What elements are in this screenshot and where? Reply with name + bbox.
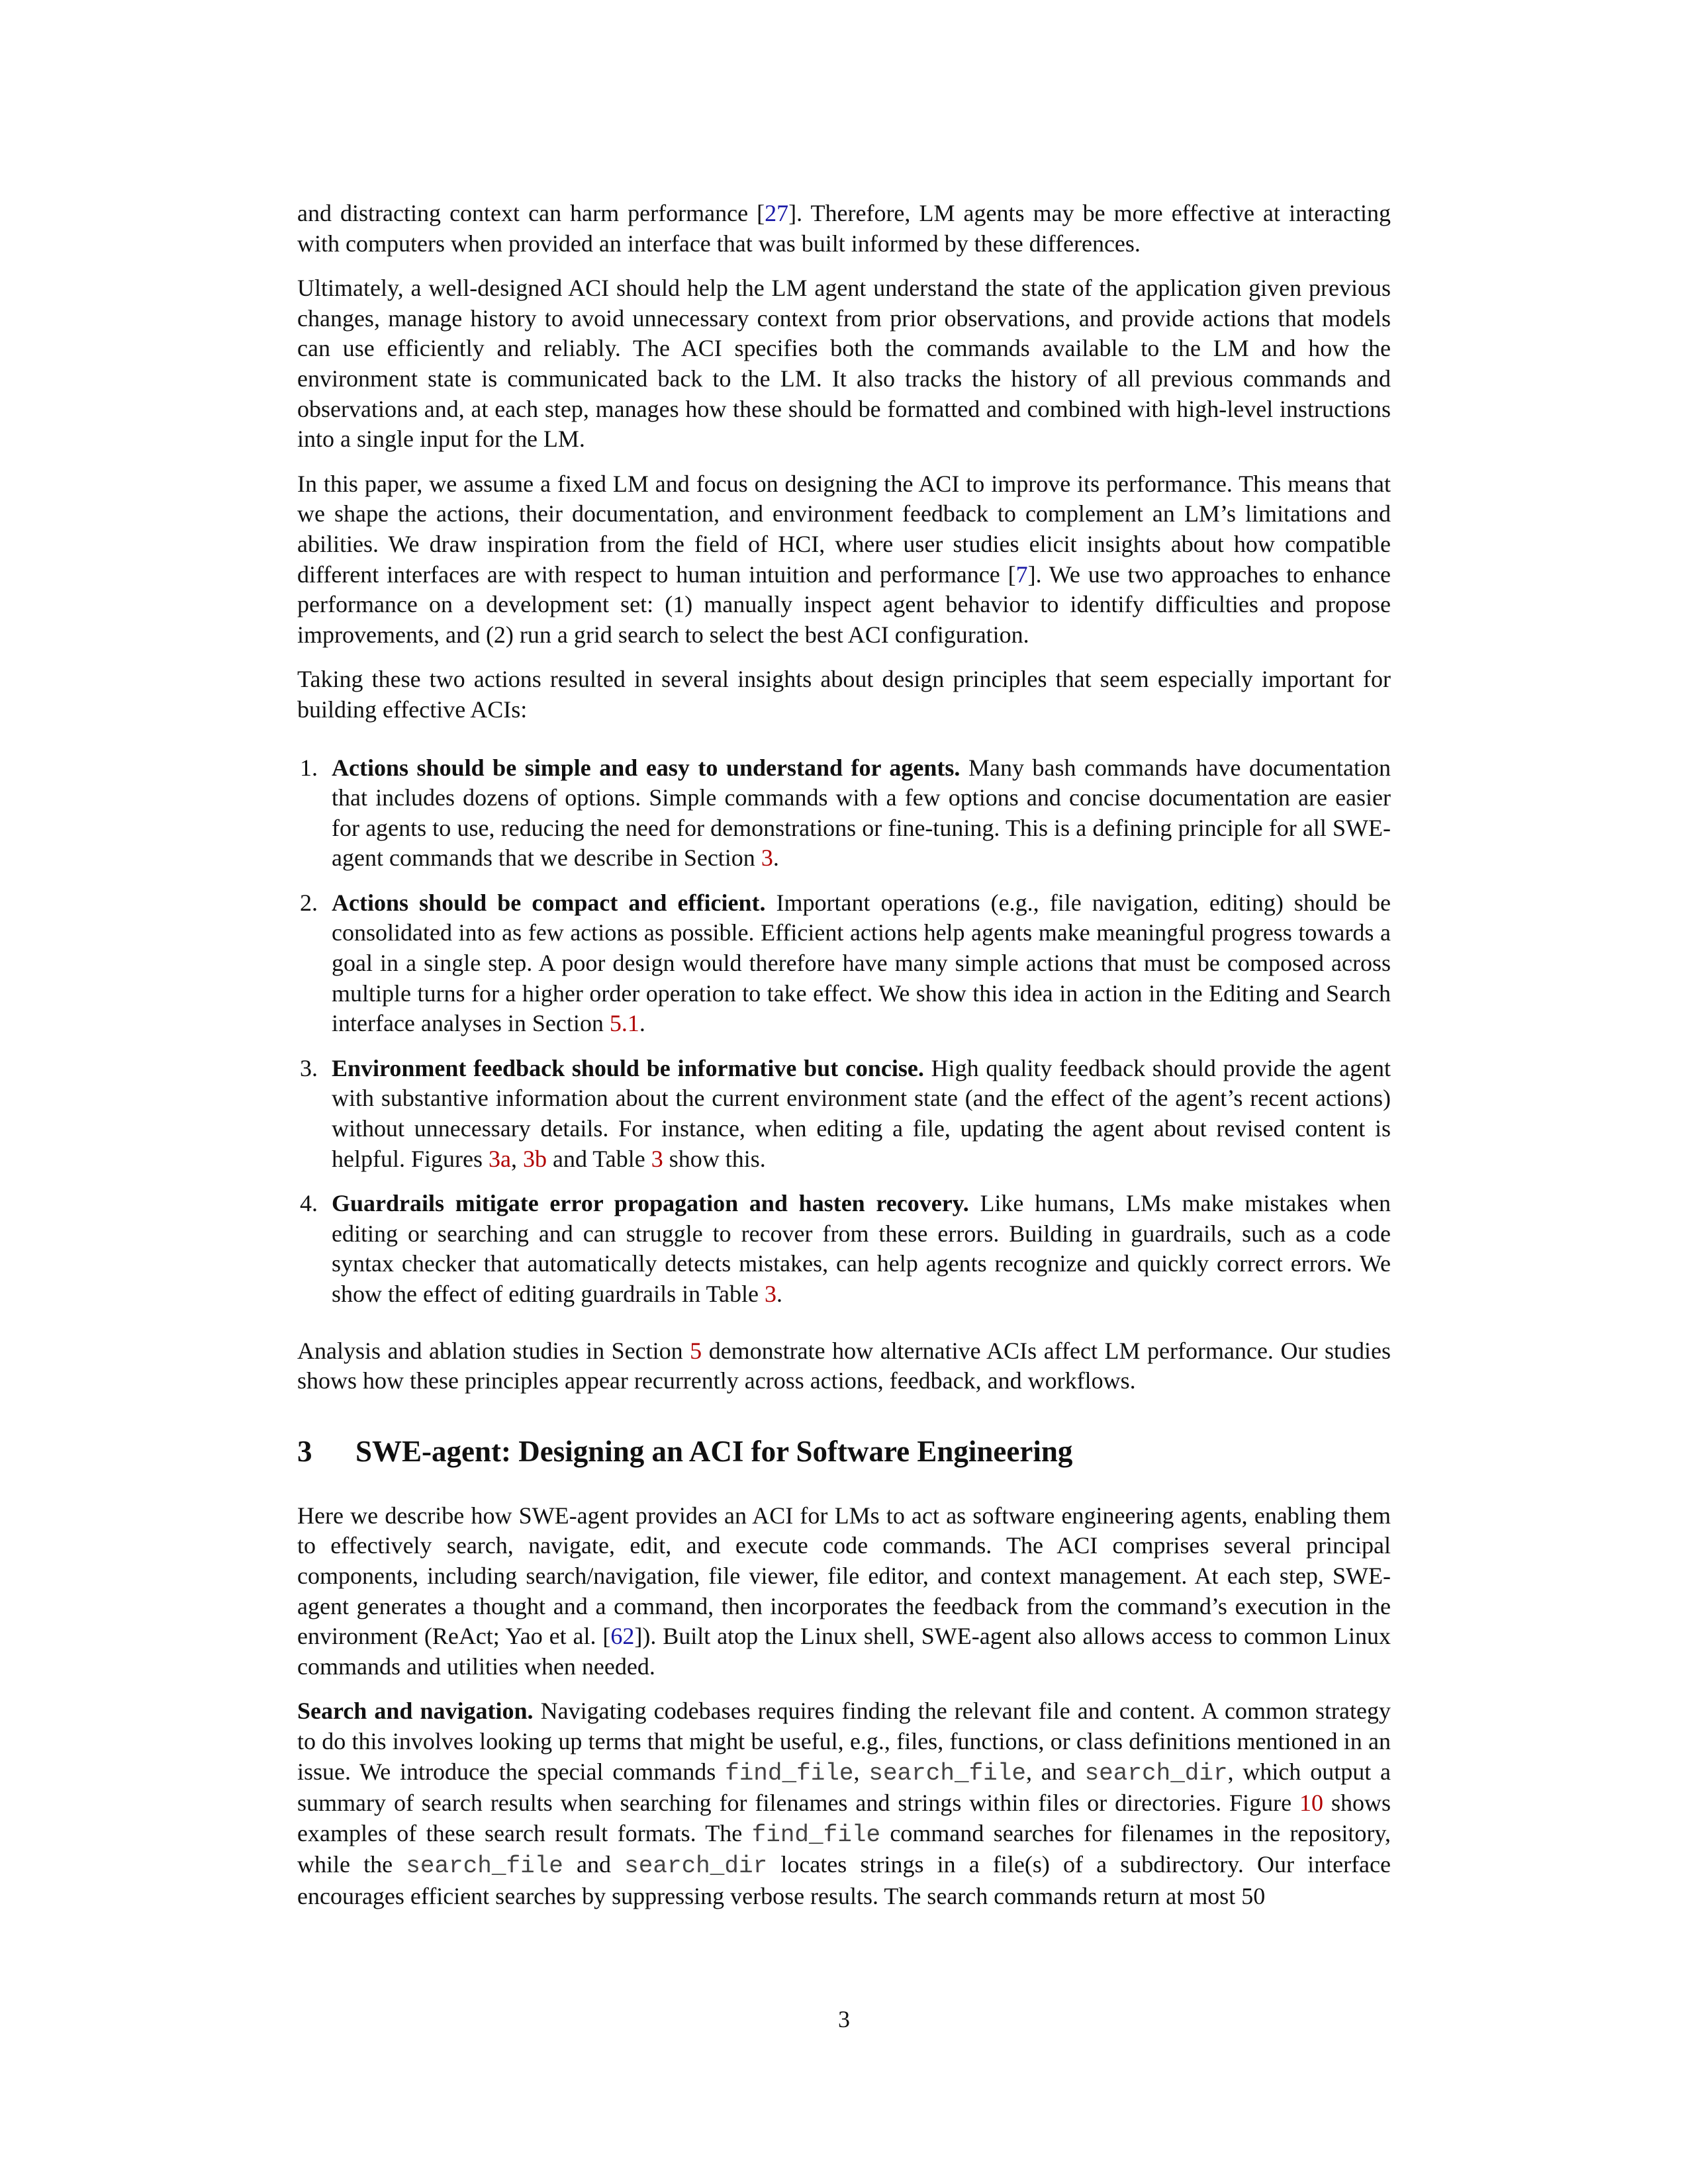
paper-page bbox=[297, 199, 1391, 1927]
paragraph-aci-design: Ultimately, a well-designed ACI should help the LM agent understand the state of the application given previous changes, manage history to avoid unnecessary context from prior observations, and provide actions that models can use efficiently and reliably. The ACI specifies both the commands available to the LM and how the environment state is communicated back to the LM. It also tracks the history of all previous commands and observations and, at each step, manages how these should be formatted and combined with high-level instructions into a single input for the LM. bbox=[297, 275, 1391, 453]
table-ref-link[interactable]: 3 bbox=[764, 1281, 776, 1307]
section-heading bbox=[297, 1433, 1391, 1469]
command-name: find_file bbox=[725, 1759, 854, 1787]
text: In this paper, we assume a fixed LM and focus on designing the ACI to improve its performance. This means that we shape the actions, their documentation, and environment feedback to complement an LM’s limitations and abilities. We draw inspiration from the field of HCI, where user studies elicit insights about how compatible different interfaces are with respect to human intuition and performance [ bbox=[297, 470, 1391, 588]
section-ref-link[interactable]: 5.1 bbox=[609, 1010, 639, 1037]
principle-title: Actions should be simple and easy to understand for agents. bbox=[332, 754, 961, 781]
paragraph-context bbox=[297, 199, 1391, 259]
paragraph-swe-agent-overview bbox=[297, 1501, 1391, 1682]
list-number: 1. bbox=[300, 754, 318, 781]
citation-link[interactable]: 27 bbox=[765, 200, 789, 226]
list-item bbox=[297, 1189, 1391, 1309]
command-name: search_dir bbox=[624, 1852, 768, 1880]
list-item bbox=[297, 1054, 1391, 1174]
paragraph-approach bbox=[297, 469, 1391, 651]
text: , bbox=[510, 1145, 523, 1172]
principle-title: Guardrails mitigate error propagation and hasten recovery. bbox=[332, 1190, 969, 1217]
section-ref-link[interactable]: 5 bbox=[690, 1337, 702, 1364]
text: ]. Therefore, LM agents may be more effective at interacting with computers when provided an interface that was built informed by these differences. bbox=[297, 200, 1391, 257]
command-name: search_file bbox=[406, 1852, 563, 1880]
text: Important operations (e.g., file navigation, editing) should be consolidated into as few actions as possible. Efficient actions help agents make meaningful progress towards a goal in a single step. A poor design would therefore have many simple actions that must be composed across multiple turns for a higher order operation to take effect. We show this idea in action in the Editing and Search interface analyses in Section bbox=[332, 889, 1391, 1037]
figure-ref-link[interactable]: 3a bbox=[488, 1145, 511, 1172]
text: Here we describe how SWE-agent provides an ACI for LMs to act as software engineering agents, enabling them to effectively search, navigate, edit, and execute code commands. The ACI comprises several principal components, including search/navigation, file viewer, file editor, and context management. At each step, SWE-agent generates a thought and a command, then incorporates the feedback from the command’s execution in the environment (ReAct; Yao et al. [ bbox=[297, 1502, 1391, 1650]
text: , and bbox=[1025, 1758, 1085, 1785]
figure-ref-link[interactable]: 3b bbox=[522, 1145, 547, 1172]
text: command searches for filenames in the repository, while the bbox=[297, 1819, 1391, 1878]
text: ]. We use two approaches to enhance performance on a development set: (1) manually inspect agent behavior to identify difficulties and propose improvements, and (2) run a grid search to select the best ACI configuration. bbox=[297, 561, 1391, 648]
text: show this. bbox=[663, 1145, 766, 1172]
text: . bbox=[776, 1281, 782, 1307]
section-title: SWE-agent: Designing an ACI for Software Engineering bbox=[355, 1434, 1073, 1468]
citation-link[interactable]: 62 bbox=[610, 1623, 635, 1650]
list-number: 3. bbox=[300, 1054, 318, 1081]
text: and Table bbox=[546, 1145, 651, 1172]
text: Analysis and ablation studies in Section bbox=[297, 1337, 690, 1364]
text: Navigating codebases requires finding the relevant file and content. A common strategy to do this involves looking up terms that might be useful, e.g., files, functions, or class definitions mentioned in an issue. We introduce the special commands bbox=[297, 1698, 1391, 1785]
paragraph-analysis bbox=[297, 1336, 1391, 1396]
section-ref-link[interactable]: 3 bbox=[761, 844, 773, 872]
text: shows examples of these search result formats. The bbox=[297, 1790, 1391, 1846]
text: , bbox=[853, 1758, 869, 1785]
text: , which output a summary of search results when searching for filenames and strings within files or directories. Figure bbox=[297, 1758, 1391, 1817]
text: Many bash commands have documentation that includes dozens of options. Simple commands with a few options and concise documentation are easier for agents to use, reducing the need for demonstrations or fine-tuning. This is a defining principle for all SWE-agent commands that we describe in Section bbox=[332, 754, 1391, 872]
page-number: 3 bbox=[838, 2006, 850, 2032]
text: ]). Built atop the Linux shell, SWE-agent also allows access to common Linux commands and utilities when needed. bbox=[297, 1623, 1391, 1680]
list-item bbox=[297, 888, 1391, 1039]
citation-link[interactable]: 7 bbox=[1015, 561, 1028, 588]
text: High quality feedback should provide the agent with substantive information about the current environment state (and the effect of the agent’s recent actions) without unnecessary details. For instance, when editing a file, updating the agent about revised content is helpful. Figures bbox=[332, 1054, 1391, 1172]
figure-ref-link[interactable]: 10 bbox=[1299, 1790, 1324, 1817]
text: Like humans, LMs make mistakes when editing or searching and can struggle to recover from these errors. Building in guardrails, such as a code syntax checker that automatically detects mistakes, can help agents recognize and quickly correct errors. We show the effect of editing guardrails in Table bbox=[332, 1190, 1391, 1307]
text: . bbox=[773, 844, 779, 872]
list-number: 2. bbox=[300, 889, 318, 916]
command-name: find_file bbox=[751, 1821, 881, 1848]
section-number: 3 bbox=[297, 1434, 312, 1468]
table-ref-link[interactable]: 3 bbox=[651, 1145, 663, 1172]
principle-title: Environment feedback should be informative but concise. bbox=[332, 1054, 924, 1081]
text: locates strings in a file(s) of a subdirectory. Our interface encourages efficient searches by suppressing verbose results. The search commands return at most 50 bbox=[297, 1851, 1391, 1909]
text: and distracting context can harm performance [ bbox=[297, 200, 765, 226]
design-principles-list bbox=[297, 753, 1391, 1310]
command-name: search_dir bbox=[1084, 1759, 1228, 1787]
list-item bbox=[297, 753, 1391, 874]
paragraph-search-navigation bbox=[297, 1696, 1391, 1911]
text: demonstrate how alternative ACIs affect LM performance. Our studies shows how these principles appear recurrently across actions, feedback, and workflows. bbox=[297, 1337, 1391, 1394]
text: . bbox=[639, 1010, 645, 1037]
command-name: search_file bbox=[868, 1759, 1026, 1787]
list-number: 4. bbox=[300, 1190, 318, 1217]
text: and bbox=[563, 1851, 625, 1878]
paragraph-insights-intro: Taking these two actions resulted in several insights about design principles that seem especially important for building effective ACIs: bbox=[297, 666, 1391, 723]
principle-title: Actions should be compact and efficient. bbox=[332, 889, 766, 916]
paragraph-lead: Search and navigation. bbox=[297, 1698, 534, 1725]
